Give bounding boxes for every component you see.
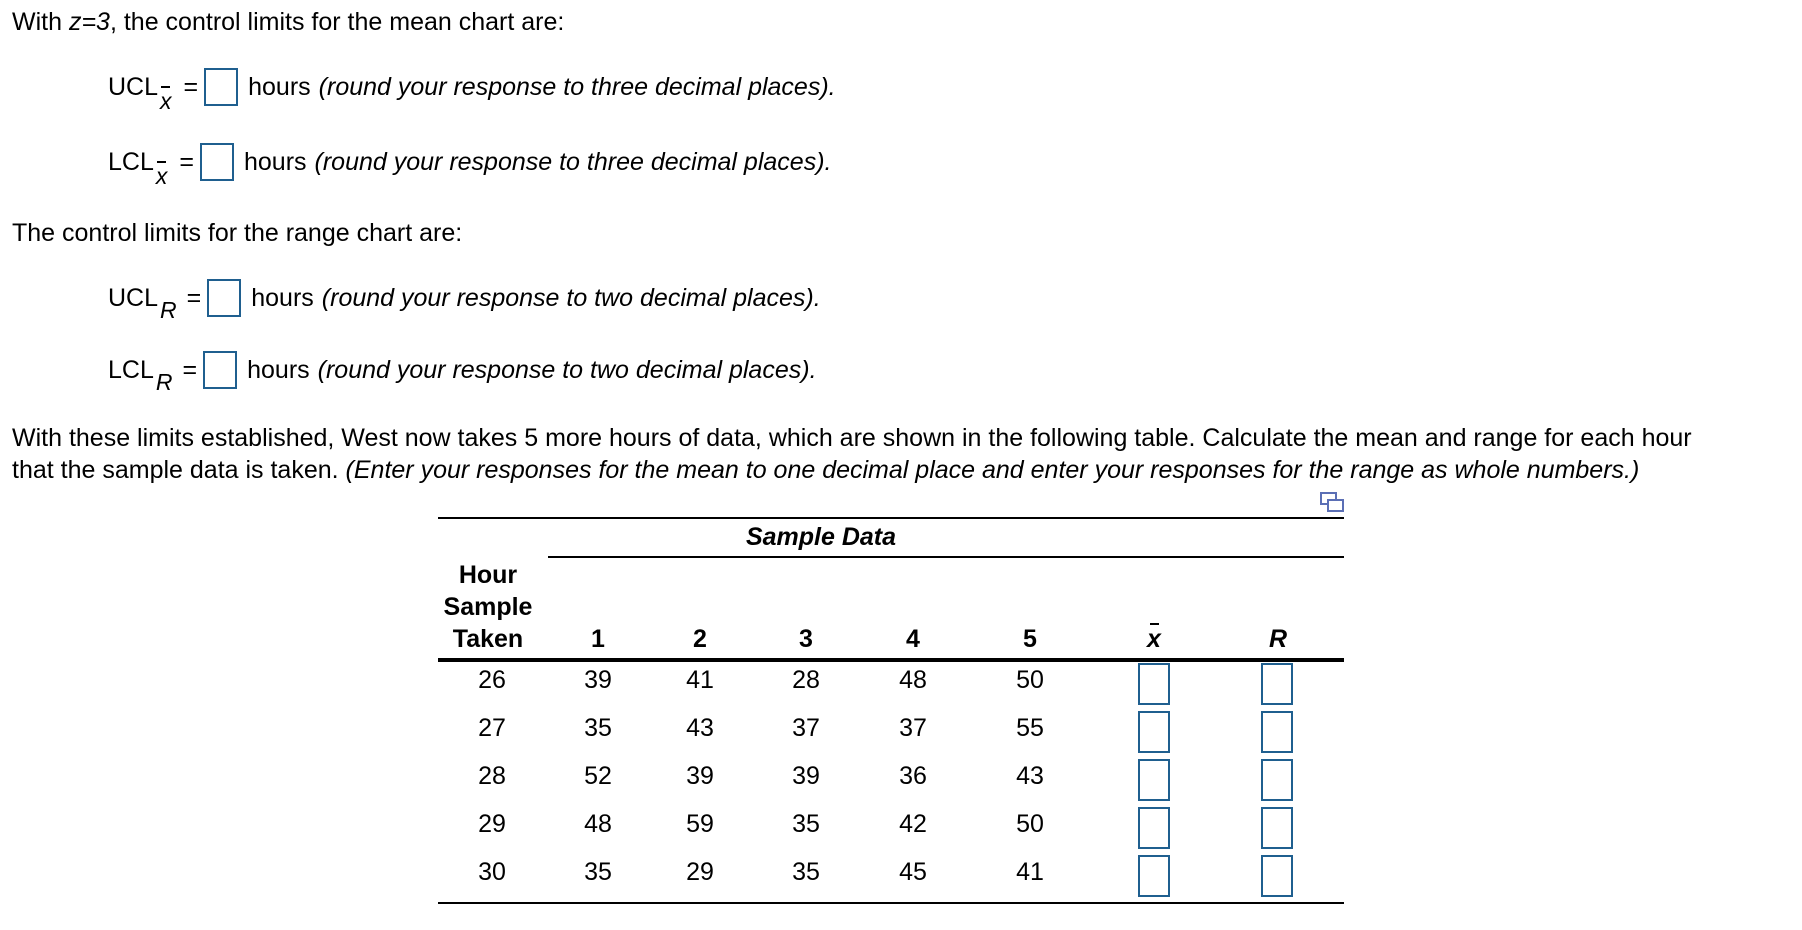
table-row-30-v5: 41 bbox=[1016, 858, 1044, 886]
lcl-x-unit: hours bbox=[243, 147, 307, 176]
table-row-27-v4: 37 bbox=[899, 714, 927, 742]
table-row-27-v1: 35 bbox=[584, 714, 612, 742]
table-row-29-hour: 29 bbox=[478, 810, 506, 838]
table-row-27-hour: 27 bbox=[478, 714, 506, 742]
table-row-29-v4: 42 bbox=[899, 810, 927, 838]
table-row-28-xbar-input[interactable] bbox=[1138, 759, 1170, 801]
lcl-r-answer-input[interactable] bbox=[203, 351, 237, 389]
table-row-26-hour: 26 bbox=[478, 666, 506, 694]
lcl-x-answer-input[interactable] bbox=[200, 143, 234, 181]
ucl-r-hint: (round your response to two decimal places). bbox=[321, 283, 821, 312]
intro-mean-z: z=3 bbox=[68, 8, 110, 36]
lcl-r-line bbox=[108, 351, 817, 395]
lcl-x-line bbox=[108, 143, 832, 189]
ucl-x-line bbox=[108, 68, 836, 114]
row-header-taken: Taken bbox=[452, 625, 524, 653]
lcl-x-equals: = bbox=[179, 147, 194, 176]
table-row-26-v5: 50 bbox=[1016, 666, 1044, 694]
ucl-r-unit: hours bbox=[251, 283, 314, 312]
table-row-30-xbar-input[interactable] bbox=[1138, 855, 1170, 897]
ucl-x-unit: hours bbox=[248, 72, 311, 101]
lcl-x-subscript: x bbox=[155, 162, 168, 189]
table-bottom-rule bbox=[438, 902, 1344, 904]
table-row-27-v3: 37 bbox=[792, 714, 820, 742]
table-row-30-v1: 35 bbox=[584, 858, 612, 886]
lcl-r-subscript: R bbox=[155, 368, 173, 395]
table-row-28-v5: 43 bbox=[1016, 762, 1044, 790]
table-row-27-v5: 55 bbox=[1016, 714, 1044, 742]
ucl-x-hint: (round your response to three decimal places). bbox=[318, 72, 836, 101]
ucl-x-equals: = bbox=[183, 72, 199, 101]
table-row-26-v1: 39 bbox=[584, 666, 612, 694]
table-row-29-v5: 50 bbox=[1016, 810, 1044, 838]
table-header-rule bbox=[438, 658, 1344, 662]
table-row-26-v2: 41 bbox=[686, 666, 714, 694]
row-header-hour: Hour bbox=[458, 561, 518, 589]
table-row-28-v3: 39 bbox=[792, 762, 820, 790]
table-row-28-r-input[interactable] bbox=[1261, 759, 1293, 801]
instructions-line-2-italic: (Enter your responses for the mean to one decimal place and enter your responses for the range as whole numbers.) bbox=[345, 456, 1640, 484]
table-row-29-r-input[interactable] bbox=[1261, 807, 1293, 849]
ucl-r-label: UCL bbox=[108, 283, 159, 312]
sample-data-header: Sample Data bbox=[745, 523, 897, 551]
intro-mean-suffix: , the control limits for the mean chart are: bbox=[109, 8, 565, 36]
expand-table-icon[interactable] bbox=[1320, 492, 1344, 514]
lcl-r-equals: = bbox=[182, 355, 198, 384]
lcl-r-label: LCL bbox=[108, 355, 154, 384]
sample-data-group-rule bbox=[548, 556, 1344, 558]
instructions-line-1: With these limits established, West now takes 5 more hours of data, which are shown in the following table. Calculate the mean and range for each hour bbox=[12, 424, 1692, 452]
intro-mean-text bbox=[12, 8, 564, 37]
table-row-29-xbar-input[interactable] bbox=[1138, 807, 1170, 849]
col-header-4: 4 bbox=[906, 625, 920, 653]
xbar-symbol: x bbox=[1147, 625, 1161, 653]
table-row-30-r-input[interactable] bbox=[1261, 855, 1293, 897]
col-header-5: 5 bbox=[1023, 625, 1037, 653]
ucl-x-answer-input[interactable] bbox=[204, 68, 238, 106]
ucl-r-subscript: R bbox=[160, 296, 177, 323]
table-row-28-hour: 28 bbox=[478, 762, 506, 790]
col-header-3: 3 bbox=[799, 625, 813, 653]
lcl-r-hint: (round your response to two decimal places). bbox=[317, 355, 817, 384]
table-row-26-v4: 48 bbox=[899, 666, 927, 694]
ucl-x-label: UCL bbox=[108, 72, 159, 101]
table-row-28-v2: 39 bbox=[686, 762, 714, 790]
table-row-29-v2: 59 bbox=[686, 810, 714, 838]
table-row-27-r-input[interactable] bbox=[1261, 711, 1293, 753]
table-row-28-v1: 52 bbox=[584, 762, 612, 790]
instructions-line-2 bbox=[12, 456, 1639, 485]
col-header-r: R bbox=[1268, 625, 1288, 653]
table-row-29-v3: 35 bbox=[792, 810, 820, 838]
intro-mean-prefix: With bbox=[12, 8, 69, 36]
lcl-r-unit: hours bbox=[247, 355, 310, 384]
table-row-30-hour: 30 bbox=[478, 858, 506, 886]
col-header-1: 1 bbox=[591, 625, 605, 653]
table-row-28-v4: 36 bbox=[899, 762, 927, 790]
row-header-sample: Sample bbox=[443, 593, 533, 621]
instructions-line-2-plain: that the sample data is taken. bbox=[12, 456, 346, 484]
ucl-r-answer-input[interactable] bbox=[207, 279, 241, 317]
table-row-26-xbar-input[interactable] bbox=[1138, 663, 1170, 705]
table-top-rule bbox=[438, 517, 1344, 519]
table-row-30-v3: 35 bbox=[792, 858, 820, 886]
col-header-2: 2 bbox=[693, 625, 707, 653]
table-row-30-v2: 29 bbox=[686, 858, 714, 886]
table-row-27-v2: 43 bbox=[686, 714, 714, 742]
table-row-26-v3: 28 bbox=[792, 666, 820, 694]
col-header-xbar bbox=[1114, 625, 1194, 654]
lcl-x-label: LCL bbox=[108, 147, 154, 176]
table-row-27-xbar-input[interactable] bbox=[1138, 711, 1170, 753]
ucl-x-subscript: x bbox=[160, 87, 172, 114]
table-row-29-v1: 48 bbox=[584, 810, 612, 838]
ucl-r-equals: = bbox=[186, 283, 202, 312]
ucl-r-line bbox=[108, 279, 821, 323]
lcl-x-hint: (round your response to three decimal places). bbox=[314, 147, 832, 176]
table-row-30-v4: 45 bbox=[899, 858, 927, 886]
table-row-26-r-input[interactable] bbox=[1261, 663, 1293, 705]
intro-range-text: The control limits for the range chart are: bbox=[12, 219, 463, 247]
